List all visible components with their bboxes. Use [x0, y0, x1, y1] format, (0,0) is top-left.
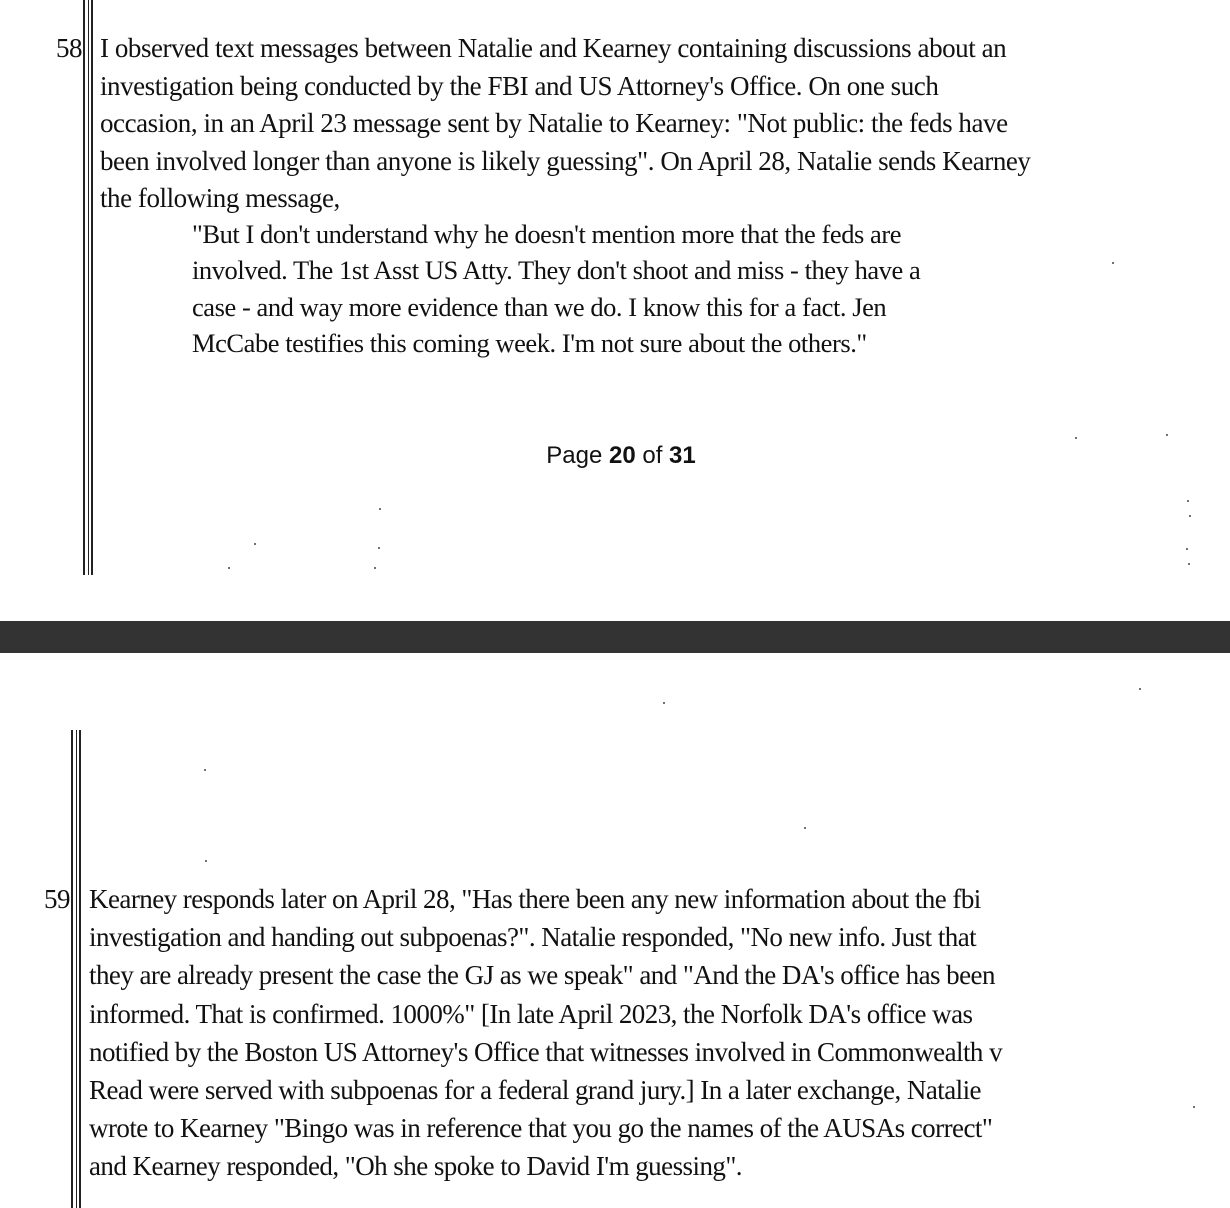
paragraph-58-body — [100, 30, 1030, 218]
footer-prefix: Page — [546, 442, 609, 469]
scan-speck — [204, 769, 206, 771]
scan-speck — [804, 827, 806, 829]
paragraph-number: 59 — [44, 884, 70, 914]
text-line: I observed text messages between Natalie and Kearney containing discussions about an — [100, 33, 1007, 63]
text-line: investigation and handing out subpoenas?". Natalie responded, "No new info. Just that — [89, 922, 977, 953]
scan-speck — [205, 860, 207, 862]
text-line: they are already present the case the GJ as we speak" and "And the DA's office has been — [89, 960, 995, 991]
margin-rule — [91, 0, 93, 575]
paragraph-59-body — [89, 880, 1002, 1186]
margin-rule — [83, 0, 85, 575]
text-line: and Kearney responded, "Oh she spoke to David I'm guessing". — [89, 1151, 743, 1182]
paragraph-number: 58 — [56, 33, 82, 63]
scan-speck — [1188, 563, 1190, 565]
footer-separator: of — [635, 442, 670, 469]
scan-speck — [1112, 262, 1114, 264]
text-line: wrote to Kearney "Bingo was in reference that you go the names of the AUSAs correct" — [89, 1113, 993, 1144]
page-number-footer — [0, 441, 1230, 471]
text-line: occasion, in an April 23 message sent by Natalie to Kearney: "Not public: the feds have — [100, 108, 1008, 138]
footer-current-page: 20 — [608, 442, 636, 469]
scan-speck — [663, 702, 665, 704]
quote-line: involved. The 1st Asst US Atty. They don't shoot and miss - they have a — [192, 255, 921, 286]
quote-line: case - and way more evidence than we do. I know this for a fact. Jen — [192, 291, 887, 322]
footer-total-pages: 31 — [669, 442, 696, 469]
scan-speck — [1189, 515, 1191, 517]
scan-speck — [374, 567, 376, 569]
page-divider-band — [0, 621, 1230, 653]
scan-speck — [254, 543, 256, 545]
scan-speck — [1139, 688, 1141, 690]
quote-line: McCabe testifies this coming week. I'm not sure about the others." — [192, 327, 867, 358]
scan-speck — [1193, 1106, 1195, 1108]
quoted-message — [192, 216, 920, 361]
text-line: been involved longer than anyone is likely guessing". On April 28, Natalie sends Kearney — [100, 145, 1031, 176]
scan-speck — [1075, 437, 1077, 439]
text-line: informed. That is confirmed. 1000%" [In late April 2023, the Norfolk DA's office was — [89, 998, 973, 1029]
text-line: notified by the Boston US Attorney's Office that witnesses involved in Commonwealth v — [89, 1036, 1003, 1067]
quote-line: "But I don't understand why he doesn't mention more that the feds are — [192, 219, 902, 249]
scan-speck — [1186, 548, 1188, 550]
scan-speck — [228, 567, 230, 569]
scan-speck — [1166, 434, 1168, 436]
scan-speck — [379, 508, 381, 510]
margin-rule — [79, 730, 81, 1208]
margin-rule — [71, 730, 73, 1208]
text-line: Kearney responds later on April 28, "Has there been any new information about the fbi — [89, 884, 981, 914]
scan-speck — [1187, 500, 1189, 502]
text-line: Read were served with subpoenas for a federal grand jury.] In a later exchange, Natalie — [89, 1075, 981, 1106]
margin-rule — [88, 0, 89, 575]
text-line: the following message, — [100, 183, 340, 213]
margin-rule — [76, 730, 77, 1208]
text-line: investigation being conducted by the FBI and US Attorney's Office. On one such — [100, 70, 939, 101]
scan-speck — [378, 547, 380, 549]
